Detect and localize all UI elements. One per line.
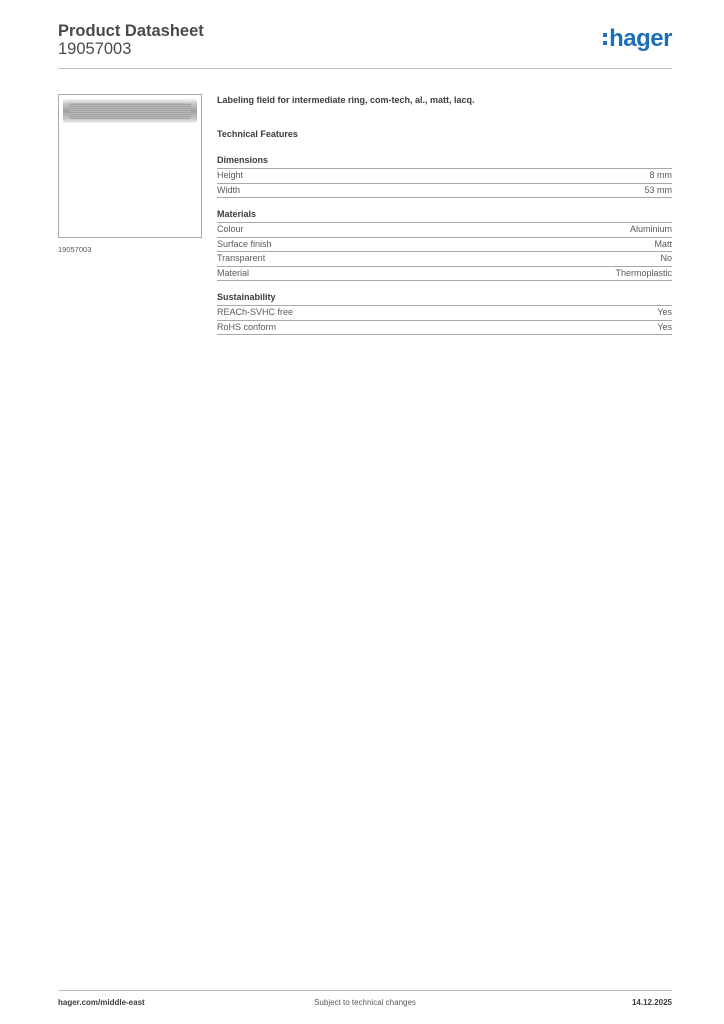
spec-panel bbox=[217, 95, 672, 346]
spec-value: Thermoplastic bbox=[615, 267, 672, 278]
product-image-frame bbox=[58, 94, 202, 238]
logo-dots-icon bbox=[603, 33, 607, 45]
section-sustainability bbox=[217, 292, 672, 335]
spec-row bbox=[217, 252, 672, 267]
spec-row bbox=[217, 321, 672, 336]
section-title: Dimensions bbox=[217, 155, 672, 169]
hager-logo[interactable] bbox=[603, 26, 672, 52]
logo-text: hager bbox=[609, 25, 672, 52]
section-title: Materials bbox=[217, 209, 672, 223]
spec-label: Colour bbox=[217, 224, 244, 234]
section-materials bbox=[217, 209, 672, 281]
spec-label: Width bbox=[217, 184, 241, 195]
spec-label: REACh-SVHC free bbox=[217, 307, 294, 317]
spec-label: Material bbox=[217, 267, 250, 278]
footer-divider bbox=[58, 990, 672, 991]
spec-value: Yes bbox=[657, 307, 672, 317]
spec-value: 53 mm bbox=[644, 184, 672, 195]
section-title: Sustainability bbox=[217, 292, 672, 306]
spec-label: RoHS conform bbox=[217, 321, 277, 332]
footer-note: Subject to technical changes bbox=[314, 998, 416, 1007]
spec-value: 8 mm bbox=[649, 170, 672, 180]
footer-website-link[interactable]: hager.com/middle-east bbox=[58, 998, 145, 1007]
product-code: 19057003 bbox=[58, 40, 132, 58]
page-title: Product Datasheet bbox=[58, 22, 204, 40]
spec-value: No bbox=[660, 253, 672, 263]
spec-row bbox=[217, 223, 672, 238]
spec-value: Aluminium bbox=[629, 224, 672, 234]
section-dimensions bbox=[217, 155, 672, 198]
page-header bbox=[58, 20, 672, 68]
header-divider bbox=[58, 68, 672, 69]
spec-row bbox=[217, 238, 672, 253]
product-image-caption: 19057003 bbox=[58, 245, 92, 254]
spec-label: Surface finish bbox=[217, 238, 272, 249]
spec-row bbox=[217, 267, 672, 282]
spec-value: Yes bbox=[657, 321, 672, 332]
footer-date: 14.12.2025 bbox=[631, 998, 672, 1007]
technical-features-heading: Technical Features bbox=[217, 129, 298, 139]
spec-row bbox=[217, 184, 672, 199]
spec-row bbox=[217, 306, 672, 321]
product-description: Labeling field for intermediate ring, com-tech, al., matt, lacq. bbox=[217, 95, 475, 105]
spec-label: Height bbox=[217, 170, 244, 180]
spec-row bbox=[217, 169, 672, 184]
spec-label: Transparent bbox=[217, 253, 266, 263]
product-image bbox=[63, 99, 197, 123]
spec-value: Matt bbox=[654, 238, 672, 249]
